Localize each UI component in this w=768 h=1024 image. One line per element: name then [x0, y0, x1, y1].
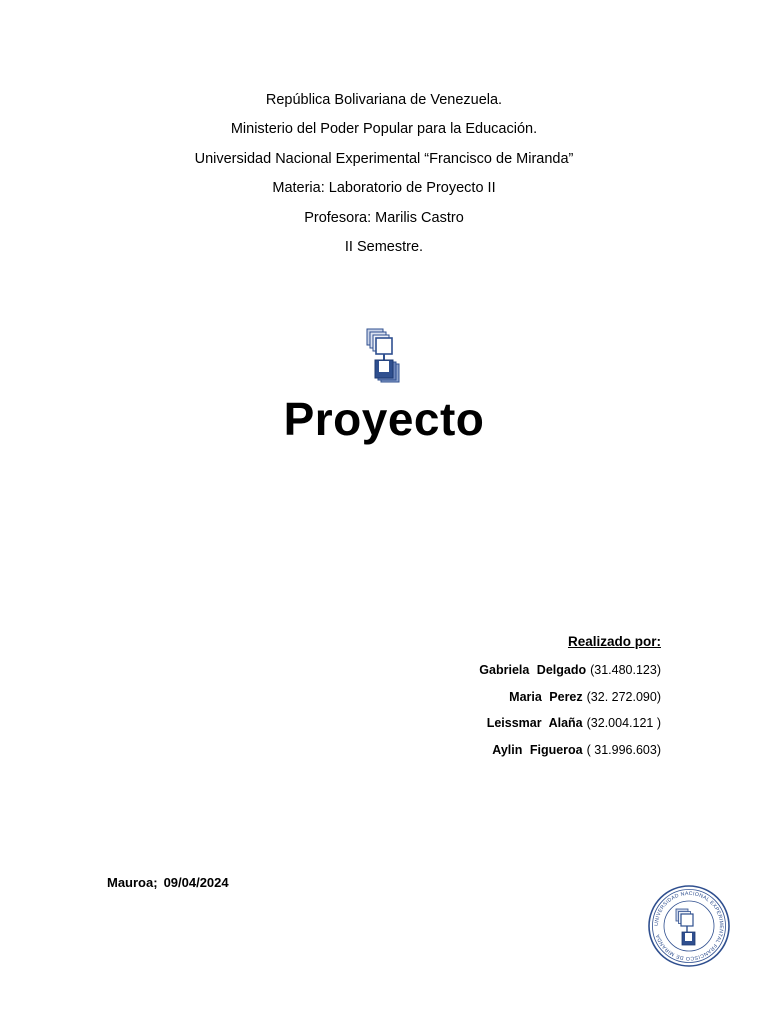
author-name: Aylin Figueroa [492, 742, 583, 757]
author-row [479, 737, 661, 764]
authors-heading: Realizado por: [567, 634, 661, 649]
place-label: Mauroa; [107, 875, 158, 890]
header-line-semester: II Semestre. [344, 238, 424, 255]
header-line-country: República Bolivariana de Venezuela. [265, 92, 503, 108]
author-name: Gabriela Delgado [479, 663, 587, 677]
author-name: Leissmar Alaña [486, 716, 583, 730]
author-row [479, 710, 661, 737]
document-title: Proyecto [283, 393, 485, 445]
authors-block [479, 630, 661, 763]
author-row [479, 657, 661, 684]
author-id: (31.480.123) [590, 663, 661, 677]
header-line-professor: Profesora: Marilis Castro [304, 209, 464, 226]
author-name: Maria Perez [509, 689, 583, 704]
author-id: (32. 272.090) [586, 689, 661, 704]
author-id: ( 31.996.603) [586, 742, 661, 757]
place-date [107, 875, 229, 890]
document-header [0, 88, 768, 264]
university-seal-icon [647, 884, 731, 968]
author-id: (32.004.121 ) [586, 716, 661, 730]
seal-text: UNIVERSIDAD NACIONAL EXPERIMENTAL FRANCISCO DE MIRANDA [653, 890, 725, 962]
author-row [479, 684, 661, 711]
header-line-ministry: Ministerio del Poder Popular para la Educación. [230, 121, 538, 138]
university-logo-icon [364, 326, 404, 388]
header-line-university: Universidad Nacional Experimental “Francisco de Miranda” [194, 150, 574, 167]
date-label: 09/04/2024 [163, 875, 229, 890]
header-line-subject: Materia: Laboratorio de Proyecto II [272, 180, 496, 197]
